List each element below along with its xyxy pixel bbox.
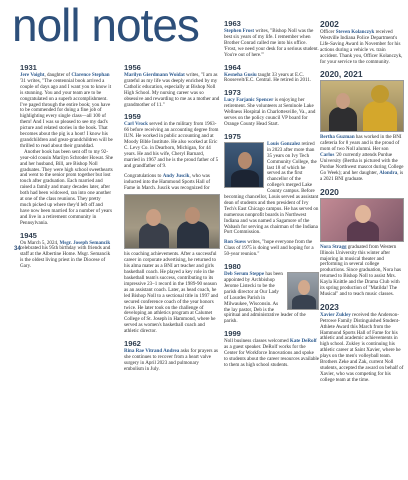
note-text xyxy=(224,29,319,59)
alumni-name: Clarence Stephan xyxy=(71,72,110,78)
class-year: 1980 xyxy=(224,262,241,272)
alumni-name: Steven Kolanczyk xyxy=(335,29,375,35)
note-text xyxy=(224,339,319,369)
class-year: 1964 xyxy=(224,62,241,72)
class-note-1964 xyxy=(224,64,319,85)
alumni-name: Msgr. Joseph Semancik xyxy=(59,239,111,246)
person-shoulders xyxy=(292,295,316,310)
juscik-photo xyxy=(124,194,220,249)
person-shoulders xyxy=(177,221,209,249)
alumni-name: Ron Suess xyxy=(224,239,247,246)
class-note-1945 xyxy=(20,232,113,271)
note-text xyxy=(20,73,113,150)
class-note-1956 xyxy=(124,64,220,108)
person-head xyxy=(298,280,310,295)
gonzalez-photo xyxy=(224,142,264,188)
note-text xyxy=(320,245,404,298)
note-fragment: celebrated his 95th birthday with friends and staff at the Albertine Home. Msgr. Semancik is the oldest living priest in the Diocese of Gary. xyxy=(20,245,111,270)
note-fragment: has been appointed by Archbishop Jerome Listecki to be the parish director at Our Lady of Lourdes Parish in Milwaukee, Wisconsin. As the lay pastor, Deb is the spiritual and administrative leader of the parish. xyxy=(224,271,306,325)
class-note-2020-2021 xyxy=(320,70,404,182)
column-3 xyxy=(224,20,319,374)
note-fragment: '31 writes, "The centennial book arrived a couple of days ago and I want you to know it is stunning. You and your team are to be congratulated on a superb accomplishment. I've paged through the entire book; you have to be commended for doing a fine job of highlighting every single class—all 100 of them! And I was so pleased to see my dad's picture and related stories in the book. That becomes about the pig is a hoot! I know his grandchildren and great-grandchildren will be thrilled to read about their granddad. xyxy=(20,77,113,149)
note-fragment: received Westville Indiana Police Department's Life-Saving Award in November for his actions during a vehicle vs. train accident. Thank you, Officer Kolanczyk, for your service to the community. xyxy=(320,29,403,65)
alumni-name: Andy Juscik xyxy=(162,172,190,179)
class-year: 1959 xyxy=(124,112,141,122)
steppe-photo xyxy=(287,272,319,310)
class-year: 2023 xyxy=(320,301,339,312)
person-shoulders xyxy=(329,107,357,132)
note-fragment: served in the military from 1963-66 before receiving an accounting degree from IUN. He worked in public accounting and at Moody Bible Institute. He also worked at Eric C. Levy Co. in Dearborn, Michigan, for 44 years. He and his wife, Cheryl Barnard, married in 1967 and he is the proud father of 5 and grandfather of 9. xyxy=(124,121,219,169)
note-fragment: asks for prayers as she continues to recover from a heart valve surgery in April 2023 and pulmonary embolism in July. xyxy=(124,348,218,372)
note-fragment: Noll business classes welcomed xyxy=(224,338,290,345)
class-year: 2020 xyxy=(320,186,339,197)
note-fragment: retired in 2023 after more than 35 years on Ivy Tech Community College, the last 18 of which he served as the first chancellor of the college's merged Lake County campus. Before becoming chancellor, Louis served as assistant dean of students and then president of Ivy Tech's East Chicago campus. He has served on numerous nonprofit boards in Northwest Indiana and was named a Sagamore of the Wabash for serving as chairman of the Indiana Port Commission. xyxy=(224,140,319,236)
class-note-1959 xyxy=(124,113,220,335)
note-fragment: , who was inducted into the Hammond Sports Hall of Fame in March. Juscik was recognized for xyxy=(124,172,211,191)
note-fragment: as a guest speaker. DeRolf works for the Center for Workforce Innovations and spoke to students about the career resources available to them as high school students. xyxy=(224,344,320,368)
column-2 xyxy=(124,64,220,378)
alumni-name: Kate DeRolf xyxy=(289,338,317,345)
note-fragment: '20 currently attends Purdue University (Bertha is pictured with the Purdue Northwest mascot during College Go Week); and her daughter, xyxy=(320,152,404,176)
class-year: 1956 xyxy=(124,63,141,72)
note-fragment: writes, "Bishop Noll was the best six years of my life. I remember when Brother Conrad called me into his office. 'Frost, we need your desk for a serious student. You're out of here.'" xyxy=(224,28,319,58)
person-head xyxy=(238,152,252,169)
class-note-2020 xyxy=(320,188,404,298)
person-shoulders xyxy=(139,223,169,249)
class-year: 1931 xyxy=(20,63,37,72)
note-text: Another book has been sent off to my 92-year-old cousin Marilyn Schroder Howat. She and her husband, Bill, are Bishop Noll graduates. They were high school sweethearts and went to the senior prom together but lost touch after graduation. Each married and raised a family and many decades later, after both had been widowed, ran into one another at one of the class reunions. They pretty much picked up where they'd left off and have now been married for a number of years and live in a retirement community in Pennsylvania. xyxy=(20,148,113,226)
note-text xyxy=(20,241,113,271)
note-fragment: Officer xyxy=(320,29,336,35)
note-text xyxy=(224,98,319,128)
note-fragment: writes, "I am as grateful as my life was deeply enriched by my Catholic education, especially at Bishop Noll High School. My nursing career was so obsessive and rewarding to me as a mother and grandmother of 11." xyxy=(124,72,220,108)
class-note-2002 xyxy=(320,20,404,65)
class-note-1999 xyxy=(224,330,319,369)
masthead-title: noll notes xyxy=(12,0,199,51)
note-text xyxy=(224,73,319,85)
note-fragment: taught 33 years at E.C. Roosevelt/E.C. Central. He retired in 2011. xyxy=(224,71,312,84)
guzman-photo xyxy=(320,80,404,132)
alumni-name: Lucy Farjanic Spencer xyxy=(224,97,274,104)
alumni-name: Jere Voight xyxy=(20,72,45,78)
note-text xyxy=(320,30,404,65)
person-shoulders xyxy=(231,170,259,188)
note-text xyxy=(124,349,220,373)
note-text xyxy=(320,313,404,384)
class-year: 1975 xyxy=(224,131,241,141)
mascot-body xyxy=(363,101,397,132)
note-text xyxy=(124,174,220,192)
person-head xyxy=(355,205,371,223)
column-4 xyxy=(320,20,404,389)
class-year: 1973 xyxy=(224,88,241,98)
class-note-1963 xyxy=(224,20,319,59)
alumni-name: Nora Stragg xyxy=(320,243,347,250)
person-shoulders xyxy=(347,221,379,242)
class-year: 1999 xyxy=(224,329,241,339)
note-fragment: graduated from Western Illinois University this winter after majoring in musical theater and performing in several college productions. Since graduation, Nora has returned to Bishop Noll to assist Mrs. Kayla Knittle and the Drama Club with its spring production of "Matilda! The Musical" and to teach music classes. xyxy=(320,243,402,297)
class-note-1975 xyxy=(224,133,319,258)
alumni-name: Carlos xyxy=(320,152,335,159)
alumni-name: Alondra xyxy=(379,169,398,176)
alumni-name: Deb Serum Steppe xyxy=(224,271,265,278)
column-1 xyxy=(20,64,113,275)
alumni-name: Bertha Guzman xyxy=(320,134,355,141)
note-fragment: received the Anderson-Petrowe Family Distinguished Student-Athlete Award this March from the Hammond Sports Hall of Fame for his athletic and academic achievements in high school. Zukley is continuing his athletic career at Saint Xavier, where he plays on the men's volleyball team. Brothers Zeke and Zak, current Noll students, accepted the award on behalf of Xavier, who was competing for his college team at the time. xyxy=(320,311,404,383)
note-fragment: writes, "hope everyone from the Class of 1975 is doing well and hoping for a 50-year reunion." xyxy=(224,239,314,258)
note-text xyxy=(124,73,220,108)
note-text: his coaching achievements. After a successful career in corporate advertising, he returned to his alma mater as a BNI art teacher and girls basketball coach. He played a key role in the basketball team's success, contributing to its impressive 23–1 record in the 1989-90 season as an assistant coach. Later, as head coach, he led Bishop Noll to a sectional title in 1997 and secured conference coach of the year honors twice. He later took on the challenge of developing an athletics program at Calumet College of St. Joseph in Hammond, where he served as women's basketball coach and athletic director. xyxy=(124,251,219,335)
alumni-name: Louis Gonzalez xyxy=(267,140,301,147)
note-fragment: has worked in the BNI cafeteria for 8 years and is the proud of mom of two Noll alumni. Her son xyxy=(320,134,402,153)
class-year: 2002 xyxy=(320,19,339,29)
note-fragment: , daughter of xyxy=(44,72,72,78)
class-year: 2020, 2021 xyxy=(320,69,363,80)
note-text xyxy=(224,240,319,258)
alumni-name: Kesneha Gusiu xyxy=(224,71,257,78)
alumni-name: Xavier Zukley xyxy=(320,311,351,318)
note-fragment: , is a 2021 BNI graduate. xyxy=(320,169,404,182)
alumni-name: Marilyn Gierdmann Woidat xyxy=(124,72,185,78)
page-number: 34 xyxy=(14,246,21,252)
note-fragment: is enjoying her retirement. She volunteers at Seminole Lake Wellness Hospital in Charlottesville, Va., and serves on the policy council VP board for Orange County Head Start. xyxy=(224,97,316,127)
class-year: 1945 xyxy=(20,230,37,240)
class-note-1931 xyxy=(20,64,113,227)
alumni-name: Rina Rae Vitrand Andrea xyxy=(124,348,180,355)
class-note-1973 xyxy=(224,89,319,128)
class-note-1980 xyxy=(224,263,319,325)
note-fragment: Congratulations to xyxy=(124,172,163,179)
class-note-1962 xyxy=(124,340,220,373)
note-text xyxy=(320,135,404,182)
class-year: 1963 xyxy=(224,19,241,28)
note-text xyxy=(124,122,220,169)
stragg-photo xyxy=(320,198,404,242)
class-note-2023 xyxy=(320,303,404,384)
alumni-name: Carl Vrock xyxy=(124,121,148,128)
alumni-name: Stephen Frost xyxy=(224,28,255,34)
note-fragment: On March 5, 2024, xyxy=(20,239,60,246)
class-year: 1962 xyxy=(124,339,141,349)
